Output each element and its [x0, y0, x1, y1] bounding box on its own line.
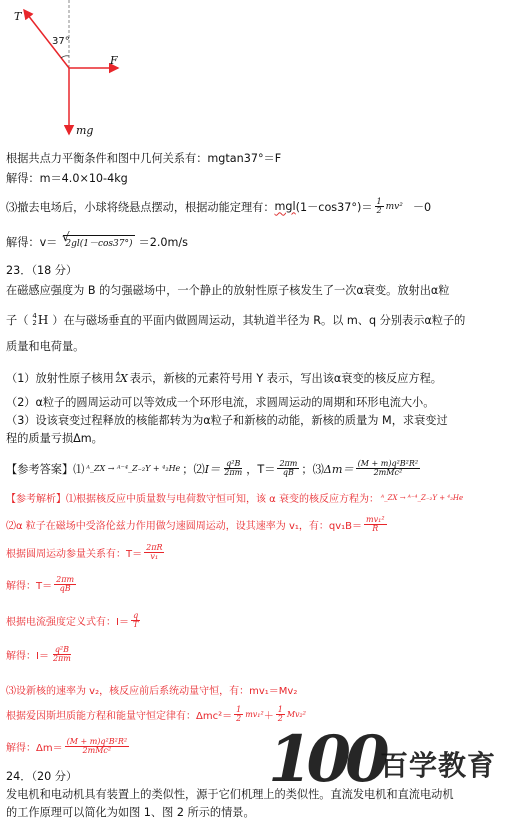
nucleus-x-symbol: A Z X	[115, 371, 128, 385]
q23-paragraph-3: 质量和电荷量。	[6, 340, 85, 353]
line3-mid: (1－cos37°)＝	[295, 200, 373, 214]
watermark-text: 百学教育	[380, 749, 497, 782]
sqrt-radical-icon: √	[62, 230, 70, 244]
q24-paragraph-2: 的工作原理可以简化为如图 1、图 2 所示的情景。	[6, 806, 255, 819]
label-F: F	[110, 54, 118, 67]
solution-line-1: 根据共点力平衡条件和图中几何关系有：mgtan37°＝F	[6, 152, 282, 165]
answer-label: 【参考答案】	[6, 462, 74, 476]
analysis-line-7: ⑶设新核的速率为 v₂，核反应前后系统动量守恒，有：mv₁＝Mv₂	[6, 686, 298, 697]
q23-sub-2: （2）α粒子的圆周运动可以等效成一个环形电流，求圆周运动的周期和环形电流大小。	[6, 396, 435, 409]
label-angle: 37°	[52, 36, 70, 47]
solution-line-3	[6, 198, 431, 216]
analysis-line-8: 根据爱因斯坦质能方程和能量守恒定律有：Δmc²＝ $\frac{1}{2}$ mv₁² ＋ $\frac{1}{2}$ Mv₂²	[6, 705, 306, 724]
q24-header: 24．（20 分）	[6, 770, 78, 783]
angle-arc	[61, 56, 69, 58]
q23-sub-3b: 程的质量亏损Δm。	[6, 432, 103, 445]
line3-mgl: mgl	[274, 200, 296, 214]
solution-line-4	[6, 234, 188, 250]
answer-equation: ᴬ_ZX → ᴬ⁻⁴_Z₋₂Y + ⁴₂He	[86, 464, 181, 474]
watermark-number: 100	[268, 722, 384, 797]
answer-line: 【参考答案】 ⑴ ᴬ_ZX → ᴬ⁻⁴_Z₋₂Y + ⁴₂He ；⑵ I＝ $\frac{\text{q²B}}{2\pi m}$ ，T＝ $\frac{2\pi m}{qB}$ ；⑶ Δm＝ $\frac{\text{(M + m)q²B²R²}}{\text{2mMc²}}$	[6, 459, 419, 478]
q23-sub-3a: （3）设该衰变过程释放的核能都转为为α粒子和新核的动能，新核的质量为 M，求衰变过	[6, 414, 448, 427]
q23-header: 23．（18 分）	[6, 264, 78, 277]
analysis-line-1: 【参考解析】 ⑴根据核反应中质量数与电荷数守恒可知，该 α 衰变的核反应方程为： ᴬ_ZX → ᴬ⁻⁴_Z₋₂Y + ⁴₂He	[6, 490, 463, 505]
label-T: T	[14, 10, 22, 23]
q24-paragraph-1: 发电机和电动机具有装置上的类似性，源于它们机理上的类似性。直流发电机和直流电动机	[6, 788, 454, 801]
line3-mv: mv²	[385, 201, 403, 212]
label-mg: mg	[76, 124, 94, 137]
line3-fraction: $\frac{1}{2}$	[376, 197, 382, 216]
q23-sub-1: （1）放射性原子核用 A Z X 表示，新核的元素符号用 Y 表示，写出该α衰变的核反应方程。	[6, 371, 442, 385]
line3-end: －0	[412, 200, 432, 214]
solution-line-2: 解得：m＝4.0×10-4kg	[6, 172, 128, 185]
analysis-line-4: 解得：T＝ $\frac{2\pi m}{qB}$	[6, 575, 75, 594]
line3-prefix: ⑶撤去电场后，小球将绕悬点摆动，根据动能定理有：	[6, 200, 275, 214]
analysis-line-6: 解得：I＝ $\frac{\text{q²B}}{2\pi m}$	[6, 645, 71, 664]
analysis-line-2: ⑵α 粒子在磁场中受洛伦兹力作用做匀速圆周运动，设其速率为 v₁，有：qv₁B＝ $\frac{\text{mv₁²}}{R}$	[6, 515, 385, 534]
helium-symbol: 4 2 H	[32, 312, 49, 327]
analysis-line-3: 根据圆周运动参量关系有：T＝ $\frac{2\pi R}{\text{v₁}}$	[6, 543, 163, 562]
q23-paragraph-1: 在磁感应强度为 B 的匀强磁场中，一个静止的放射性原子核发生了一次α衰变。放射出α粒	[6, 284, 450, 297]
sqrt-expression: 2gl(1－cos37°)	[63, 235, 134, 249]
analysis-label: 【参考解析】	[6, 494, 66, 505]
analysis-line-5: 根据电流强度定义式有：I＝ $\frac{q}{T}$	[6, 611, 139, 630]
line4-end: ＝2.0m/s	[138, 236, 189, 249]
analysis-line-9: 解得：Δm＝ $\frac{\text{(M + m)q²B²R²}}{\text{2mMc²}}$	[6, 737, 128, 756]
watermark-logo	[268, 722, 508, 797]
q23-paragraph-2: 子（ 4 2 H ）在与磁场垂直的平面内做圆周运动，其轨道半径为 R。以 m、q 分别表示α粒子的	[6, 312, 466, 327]
line4-prefix: 解得：v＝	[6, 236, 58, 249]
